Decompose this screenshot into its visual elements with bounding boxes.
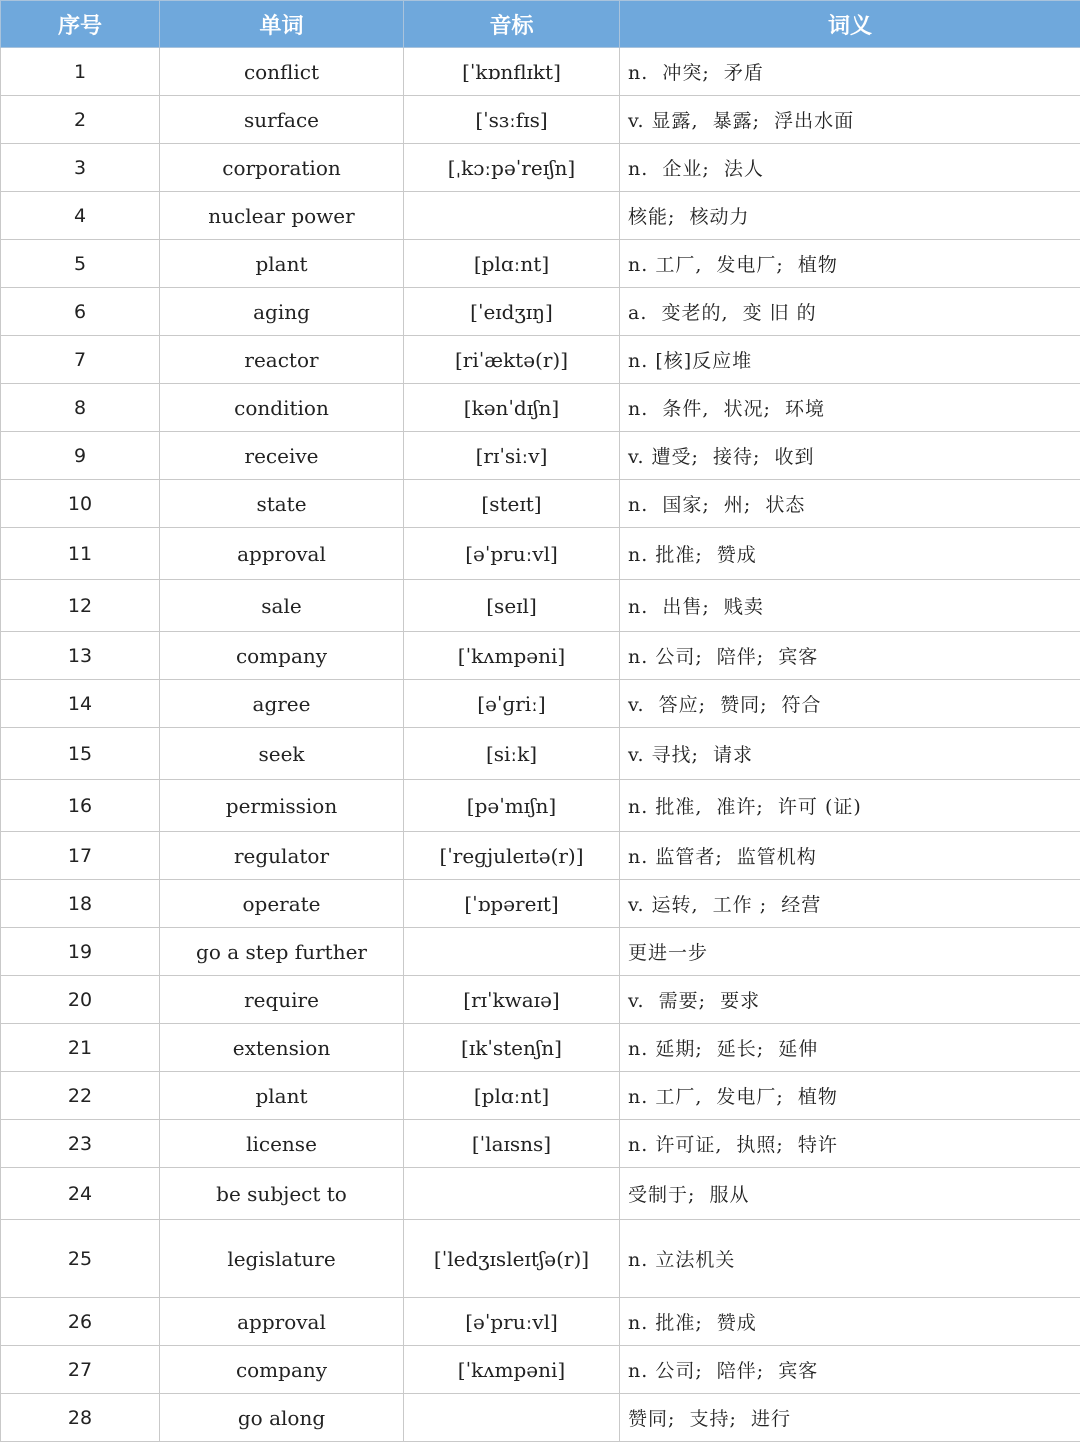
row-index: 15	[1, 728, 160, 780]
row-index: 8	[1, 384, 160, 432]
row-word: license	[160, 1120, 404, 1168]
table-row	[1, 1346, 1080, 1394]
row-phonetic: [ˈɒpəreɪt]	[404, 880, 620, 928]
row-phonetic: [əˈpruːvl]	[404, 528, 620, 580]
row-word: seek	[160, 728, 404, 780]
header-row	[1, 1, 1080, 48]
table-row	[1, 1072, 1080, 1120]
header-word: 单词	[160, 1, 404, 48]
row-meaning: n. 国家; 州; 状态	[620, 480, 1080, 528]
row-index: 17	[1, 832, 160, 880]
header-phonetic: 音标	[404, 1, 620, 48]
table-row	[1, 528, 1080, 580]
row-phonetic: [ˈkʌmpəni]	[404, 1346, 620, 1394]
row-index: 4	[1, 192, 160, 240]
table-row	[1, 1024, 1080, 1072]
row-meaning: n. 公司; 陪伴; 宾客	[620, 632, 1080, 680]
row-word: company	[160, 632, 404, 680]
row-phonetic: [ˈlaɪsns]	[404, 1120, 620, 1168]
row-word: company	[160, 1346, 404, 1394]
row-meaning: v. 寻找; 请求	[620, 728, 1080, 780]
row-index: 13	[1, 632, 160, 680]
row-phonetic: [steɪt]	[404, 480, 620, 528]
row-meaning: n. 批准; 赞成	[620, 1298, 1080, 1346]
table-row	[1, 192, 1080, 240]
row-index: 6	[1, 288, 160, 336]
row-index: 10	[1, 480, 160, 528]
table-row	[1, 880, 1080, 928]
row-index: 1	[1, 48, 160, 96]
row-meaning: n. [核]反应堆	[620, 336, 1080, 384]
header-meaning: 词义	[620, 1, 1080, 48]
row-index: 22	[1, 1072, 160, 1120]
row-index: 19	[1, 928, 160, 976]
row-meaning: n. 立法机关	[620, 1220, 1080, 1298]
table-row	[1, 48, 1080, 96]
row-index: 12	[1, 580, 160, 632]
table-row	[1, 432, 1080, 480]
row-phonetic: [ˈledʒɪsleɪtʃə(r)]	[404, 1220, 620, 1298]
table-row	[1, 1220, 1080, 1298]
row-meaning: 赞同; 支持; 进行	[620, 1394, 1080, 1442]
row-phonetic: [kənˈdɪʃn]	[404, 384, 620, 432]
row-index: 26	[1, 1298, 160, 1346]
row-meaning: v. 答应; 赞同; 符合	[620, 680, 1080, 728]
row-index: 16	[1, 780, 160, 832]
row-word: surface	[160, 96, 404, 144]
row-word: conflict	[160, 48, 404, 96]
row-word: corporation	[160, 144, 404, 192]
row-phonetic	[404, 192, 620, 240]
table-row	[1, 1394, 1080, 1442]
row-phonetic: [siːk]	[404, 728, 620, 780]
table-row	[1, 728, 1080, 780]
row-index: 7	[1, 336, 160, 384]
row-index: 14	[1, 680, 160, 728]
row-word: aging	[160, 288, 404, 336]
table-row	[1, 1298, 1080, 1346]
row-meaning: n. 条件, 状况; 环境	[620, 384, 1080, 432]
row-meaning: 核能; 核动力	[620, 192, 1080, 240]
table-row	[1, 680, 1080, 728]
row-phonetic: [rɪˈsiːv]	[404, 432, 620, 480]
row-meaning: v. 显露, 暴露; 浮出水面	[620, 96, 1080, 144]
row-word: legislature	[160, 1220, 404, 1298]
row-word: operate	[160, 880, 404, 928]
row-phonetic	[404, 1394, 620, 1442]
table-row	[1, 480, 1080, 528]
table-row	[1, 928, 1080, 976]
row-word: plant	[160, 240, 404, 288]
row-word: approval	[160, 528, 404, 580]
row-phonetic: [ˈsɜːfɪs]	[404, 96, 620, 144]
table-row	[1, 976, 1080, 1024]
row-meaning: v. 需要; 要求	[620, 976, 1080, 1024]
table-row	[1, 336, 1080, 384]
row-index: 3	[1, 144, 160, 192]
row-index: 28	[1, 1394, 160, 1442]
table-row	[1, 96, 1080, 144]
row-index: 21	[1, 1024, 160, 1072]
row-meaning: n. 批准, 准许; 许可 (证)	[620, 780, 1080, 832]
row-meaning: n. 许可证, 执照; 特许	[620, 1120, 1080, 1168]
table-row	[1, 384, 1080, 432]
row-phonetic: [plɑːnt]	[404, 1072, 620, 1120]
row-phonetic: [ˈreɡjuleɪtə(r)]	[404, 832, 620, 880]
row-meaning: n. 冲突; 矛盾	[620, 48, 1080, 96]
row-phonetic: [əˈɡriː]	[404, 680, 620, 728]
table-row	[1, 632, 1080, 680]
row-phonetic: [rɪˈkwaɪə]	[404, 976, 620, 1024]
table-row	[1, 288, 1080, 336]
row-index: 25	[1, 1220, 160, 1298]
row-meaning: n. 工厂, 发电厂; 植物	[620, 1072, 1080, 1120]
row-index: 5	[1, 240, 160, 288]
row-word: sale	[160, 580, 404, 632]
row-meaning: n. 监管者; 监管机构	[620, 832, 1080, 880]
row-index: 2	[1, 96, 160, 144]
table-row	[1, 240, 1080, 288]
row-word: be subject to	[160, 1168, 404, 1220]
row-phonetic	[404, 1168, 620, 1220]
table-header	[1, 1, 1080, 48]
row-word: permission	[160, 780, 404, 832]
table-row	[1, 1120, 1080, 1168]
row-index: 23	[1, 1120, 160, 1168]
row-phonetic: [seɪl]	[404, 580, 620, 632]
row-phonetic: [pəˈmɪʃn]	[404, 780, 620, 832]
table-row	[1, 1168, 1080, 1220]
row-meaning: n. 延期; 延长; 延伸	[620, 1024, 1080, 1072]
row-word: reactor	[160, 336, 404, 384]
row-meaning: n. 批准; 赞成	[620, 528, 1080, 580]
row-index: 18	[1, 880, 160, 928]
row-word: nuclear power	[160, 192, 404, 240]
row-phonetic: [ˈkʌmpəni]	[404, 632, 620, 680]
row-word: plant	[160, 1072, 404, 1120]
row-word: condition	[160, 384, 404, 432]
row-word: approval	[160, 1298, 404, 1346]
row-phonetic: [əˈpruːvl]	[404, 1298, 620, 1346]
table-row	[1, 780, 1080, 832]
row-phonetic: [ɪkˈstenʃn]	[404, 1024, 620, 1072]
table-body	[1, 48, 1080, 1442]
row-phonetic: [ˈkɒnflɪkt]	[404, 48, 620, 96]
table-row	[1, 832, 1080, 880]
row-meaning: v. 运转, 工作 ; 经营	[620, 880, 1080, 928]
row-phonetic	[404, 928, 620, 976]
row-meaning: n. 出售; 贱卖	[620, 580, 1080, 632]
row-meaning: v. 遭受; 接待; 收到	[620, 432, 1080, 480]
row-phonetic: [ˈeɪdʒɪŋ]	[404, 288, 620, 336]
row-index: 11	[1, 528, 160, 580]
row-meaning: a. 变老的, 变 旧 的	[620, 288, 1080, 336]
row-phonetic: [plɑːnt]	[404, 240, 620, 288]
row-word: receive	[160, 432, 404, 480]
row-word: agree	[160, 680, 404, 728]
row-meaning: n. 公司; 陪伴; 宾客	[620, 1346, 1080, 1394]
row-word: regulator	[160, 832, 404, 880]
row-word: go along	[160, 1394, 404, 1442]
row-phonetic: [ˌkɔːpəˈreɪʃn]	[404, 144, 620, 192]
row-meaning: n. 工厂, 发电厂; 植物	[620, 240, 1080, 288]
row-meaning: n. 企业; 法人	[620, 144, 1080, 192]
row-word: require	[160, 976, 404, 1024]
table-row	[1, 580, 1080, 632]
row-index: 9	[1, 432, 160, 480]
row-phonetic: [riˈæktə(r)]	[404, 336, 620, 384]
row-index: 27	[1, 1346, 160, 1394]
row-meaning: 更进一步	[620, 928, 1080, 976]
row-meaning: 受制于; 服从	[620, 1168, 1080, 1220]
row-word: extension	[160, 1024, 404, 1072]
table-row	[1, 144, 1080, 192]
row-word: state	[160, 480, 404, 528]
row-index: 20	[1, 976, 160, 1024]
header-index: 序号	[1, 1, 160, 48]
row-index: 24	[1, 1168, 160, 1220]
row-word: go a step further	[160, 928, 404, 976]
